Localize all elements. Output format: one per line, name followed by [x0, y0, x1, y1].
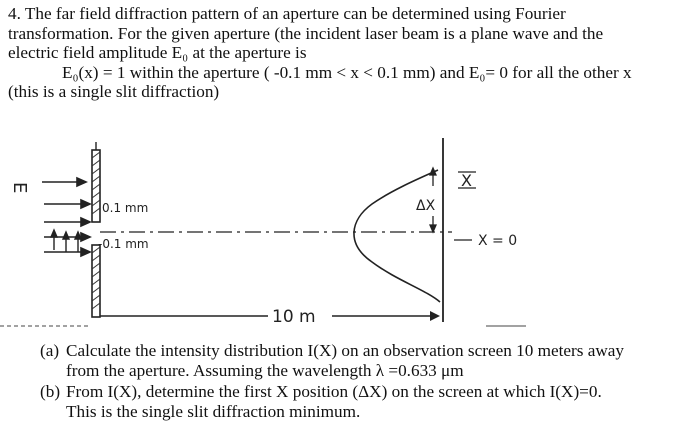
polarization-ticks: [51, 230, 81, 252]
part-a-label: (a): [40, 341, 60, 360]
part-a-line-1: Calculate the intensity distribution I(X) on an observation screen 10 meters away: [66, 341, 624, 360]
part-a: [40, 341, 690, 380]
distance-label: 10 m: [272, 307, 316, 327]
part-b: [40, 382, 690, 421]
zero-label: X = 0: [478, 233, 518, 249]
problem-line-3: electric field amplitude E₀ at the aperture is: [8, 43, 307, 63]
distance-arrowhead: [430, 311, 440, 321]
aperture-plate: [92, 142, 100, 317]
diffraction-diagram: [0, 130, 697, 340]
part-b-line-2: This is the single slit diffraction minimum.: [66, 401, 361, 421]
question-parts: [40, 341, 690, 423]
lower-edge-label: -0.1 mm: [98, 237, 149, 251]
screen-axis-label: X: [461, 171, 472, 190]
part-b-line-1: From I(X), determine the first X position (ΔX) on the screen at which I(X)=0.: [66, 382, 602, 402]
upper-edge-label: 0.1 mm: [102, 201, 149, 215]
problem-line-1: 4. The far field diffraction pattern of an aperture can be determined using Fourier: [8, 4, 566, 23]
problem-line-2: transformation. For the given aperture (the incident laser beam is a plane wave and the: [8, 23, 604, 43]
part-b-label: (b): [40, 382, 61, 402]
field-label: E: [9, 182, 30, 194]
problem-line-5: (this is a single slit diffraction): [8, 82, 220, 102]
aperture-field-definition: E₀(x) = 1 within the aperture ( -0.1 mm < x < 0.1 mm) and E₀= 0 for all the other x: [62, 62, 632, 82]
intensity-curve: [354, 170, 440, 302]
part-a-line-2: from the aperture. Assuming the wavelength λ =0.633 μm: [66, 360, 464, 380]
delta-x-label: ΔX: [416, 198, 436, 214]
problem-statement: [8, 4, 694, 102]
